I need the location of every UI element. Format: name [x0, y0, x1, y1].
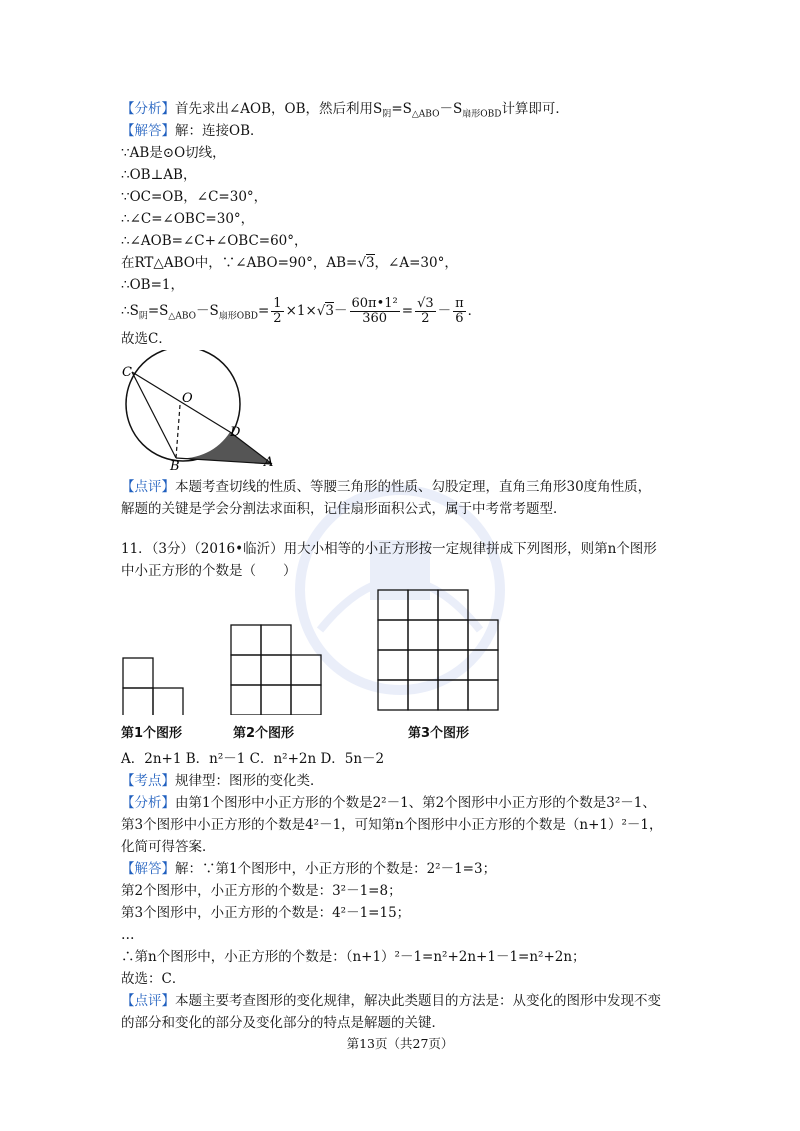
figure-1 [123, 658, 183, 715]
subscript: △ABO [411, 109, 440, 120]
q10-comment-2: 解题的关键是学会分割法求面积，记住扇形面积公式，属于中考常考题型． [121, 501, 567, 517]
subscript: △ABO [168, 311, 197, 322]
subscript: 阴 [138, 311, 148, 322]
text: － [334, 303, 348, 319]
text: = [401, 303, 414, 319]
text: 解：∵第1个图形中，小正方形的个数是：2²－1=3； [175, 861, 497, 877]
text: 解：连接OB． [175, 123, 264, 139]
figure-3 [378, 590, 498, 710]
figure-2 [231, 625, 321, 715]
comment-tag: 【点评】 [121, 993, 175, 1009]
q11-analysis-3: 化简可得答案． [121, 839, 216, 855]
text: －S [196, 303, 219, 319]
comment-tag: 【点评】 [121, 479, 175, 495]
q11-answer [121, 859, 496, 879]
q11-answer-2: 第2个图形中，小正方形的个数是：3²－1=8； [121, 883, 402, 899]
caption-figure-1: 第1个图形 [121, 726, 183, 741]
text: =S [391, 101, 412, 117]
numerator: π [455, 296, 464, 311]
text: 由第1个图形中小正方形的个数是2²－1、第2个图形中小正方形的个数是3²－1、 [175, 795, 656, 811]
text: －S [439, 101, 463, 117]
q10-step-4: ∴∠C=∠OBC=30°， [121, 211, 255, 227]
denominator: 6 [455, 311, 464, 326]
denominator: 360 [362, 311, 388, 326]
q11-comment [121, 991, 661, 1011]
text: = [257, 303, 270, 319]
label-b: B [170, 459, 180, 470]
caption-figure-2: 第2个图形 [233, 726, 295, 741]
q10-choose: 故选C． [121, 331, 172, 347]
page-footer: 第13页（共27页） [346, 1036, 454, 1051]
text: 本题考查切线的性质、等腰三角形的性质、勾股定理，直角三角形30度角性质， [175, 479, 652, 495]
label-o: O [182, 391, 193, 406]
q11-answer-4: … [121, 927, 135, 943]
keypoint-tag: 【考点】 [121, 773, 175, 789]
radicand: 3 [325, 303, 334, 319]
label-c: C [122, 365, 132, 380]
text: ×1× [285, 303, 317, 319]
q11-options: A．2n+1 B．n²－1 C．n²+2n D．5n－2 [121, 751, 385, 767]
q10-step-6 [121, 253, 458, 273]
fraction-root3 [415, 297, 436, 326]
sqrt-symbol: √ [316, 303, 326, 319]
q11-stem-2: 中小正方形的个数是（ ） [121, 563, 297, 579]
denominator: 2 [421, 311, 430, 326]
text: － [437, 303, 452, 319]
q11-choose: 故选：C． [121, 971, 186, 987]
q11-answer-3: 第3个图形中，小正方形的个数是：4²－1=15； [121, 905, 411, 921]
text: ，∠A=30°， [374, 255, 458, 271]
q11-answer-5: ∴第n个图形中，小正方形的个数是：（n+1）²－1=n²+2n+1－1=n²+2n； [121, 949, 586, 965]
numerator: √3 [417, 296, 434, 311]
text: 计算即可． [501, 101, 569, 117]
answer-tag: 【解答】 [121, 123, 175, 139]
q10-step-2: ∴OB⊥AB， [121, 167, 197, 183]
q10-step-8 [121, 296, 481, 332]
radicand: 3 [365, 255, 375, 271]
text: 本题主要考查图形的变化规律，解决此类题目的方法是：从变化的图形中发现不变 [175, 993, 661, 1009]
denominator: 2 [273, 311, 282, 326]
label-d: D [230, 425, 241, 440]
subscript: 扇形OBD [218, 311, 258, 322]
q11-comment-2: 的部分和变化的部分及变化部分的特点是解题的关键． [121, 1015, 445, 1031]
q10-answer [121, 121, 264, 141]
text: 在RT△ABO中，∵∠ABO=90°，AB= [121, 255, 358, 271]
analysis-tag: 【分析】 [121, 101, 175, 117]
subscript: 扇形OBD [462, 109, 502, 120]
fraction-half [271, 297, 283, 326]
label-a: A [264, 455, 274, 470]
numerator: 1 [273, 296, 282, 311]
q10-comment [121, 477, 651, 497]
caption-figure-3: 第3个图形 [408, 726, 470, 741]
subscript: 阴 [382, 109, 392, 120]
text: =S [147, 303, 169, 319]
text: 规律型：图形的变化类． [175, 773, 324, 789]
analysis-tag: 【分析】 [121, 795, 175, 811]
text: ∴S [121, 303, 139, 319]
q11-analysis [121, 793, 656, 813]
sqrt-symbol: √ [357, 255, 366, 271]
fraction-pi [453, 297, 466, 326]
q10-step-5: ∴∠AOB=∠C+∠OBC=60°， [121, 233, 308, 249]
segment-ob [176, 405, 180, 458]
q11-stem-1: 11．（3分）（2016•临沂）用大小相等的小正方形按一定规律拼成下列图形，则第n个图形 [121, 541, 657, 557]
q10-step-1: ∵AB是⊙O切线， [121, 145, 226, 161]
text: 首先求出∠AOB，OB，然后利用S [175, 101, 383, 117]
q11-keypoint [121, 771, 324, 791]
circle-tangent-figure [118, 350, 288, 470]
answer-tag: 【解答】 [121, 861, 175, 877]
fraction-sector [350, 297, 400, 326]
q10-step-3: ∵OC=OB，∠C=30°， [121, 189, 268, 205]
q10-step-7: ∴OB=1， [121, 277, 184, 293]
text: ． [467, 303, 482, 319]
numerator: 60π•1² [351, 296, 398, 311]
square-pattern-figures [118, 585, 508, 715]
q11-analysis-2: 第3个图形中小正方形的个数是4²－1，可知第n个图形中小正方形的个数是（n+1）²－1， [121, 817, 663, 833]
